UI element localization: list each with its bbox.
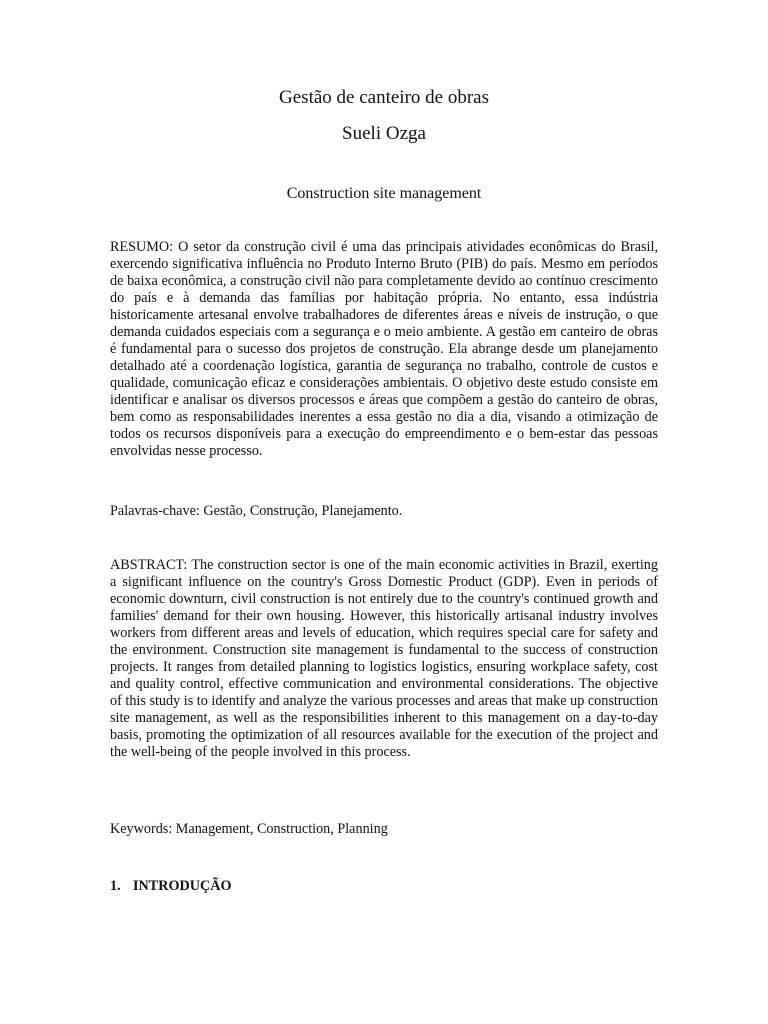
section-title: INTRODUÇÃO xyxy=(133,878,232,894)
section-number: 1. xyxy=(110,878,121,894)
keywords-line: Keywords: Management, Construction, Planning xyxy=(110,821,388,837)
abstract-paragraph: ABSTRACT: The construction sector is one of the main economic activities in Brazil, exerting a significant influence on the country's Gross Domestic Product (GDP). Even in periods of economic downturn, civil construction is not entirely due to the country's continued growth and families' demand for their own housing. However, this historically artisanal industry involves workers from different areas and levels of education, which requires special care for safety and the environment. Construction site management is fundamental to the success of construction projects. It ranges from detailed planning to logistics logistics, ensuring workplace safety, cost and quality control, effective communication and environmental considerations. The objective of this study is to identify and analyze the various processes and areas that make up construction site management, as well as the responsibilities inherent to this management on a day-to-day basis, promoting the optimization of all resources available for the execution of the project and the well-being of the people involved in this process. xyxy=(110,557,658,760)
author-name: Sueli Ozga xyxy=(342,123,426,144)
english-title: Construction site management xyxy=(286,185,482,202)
palavras-chave-line: Palavras-chave: Gestão, Construção, Planejamento. xyxy=(110,503,403,519)
section-heading-introducao xyxy=(110,876,232,896)
paper-title: Gestão de canteiro de obras xyxy=(279,87,489,108)
resumo-paragraph: RESUMO: O setor da construção civil é uma das principais atividades econômicas do Brasil, exercendo significativa influência no Produto Interno Bruto (PIB) do país. Mesmo em períodos de baixa econômica, a construção civil não para completamente devido ao contínuo crescimento do país e à demanda das famílias por habitação própria. No entanto, essa indústria historicamente artesanal envolve trabalhadores de diferentes áreas e níveis de instrução, o que demanda cuidados especiais com a segurança e o meio ambiente. A gestão em canteiro de obras é fundamental para o sucesso dos projetos de construção. Ela abrange desde um planejamento detalhado até a coordenação logística, garantia de segurança no trabalho, controle de custos e qualidade, comunicação eficaz e considerações ambientais. O objetivo deste estudo consiste em identificar e analisar os diversos processos e áreas que compõem a gestão do canteiro de obras, bem como as responsabilidades inerentes a essa gestão no dia a dia, visando a otimização de todos os recursos disponíveis para a execução do empreendimento e o bem-estar das pessoas envolvidas nesse processo. xyxy=(110,239,658,459)
